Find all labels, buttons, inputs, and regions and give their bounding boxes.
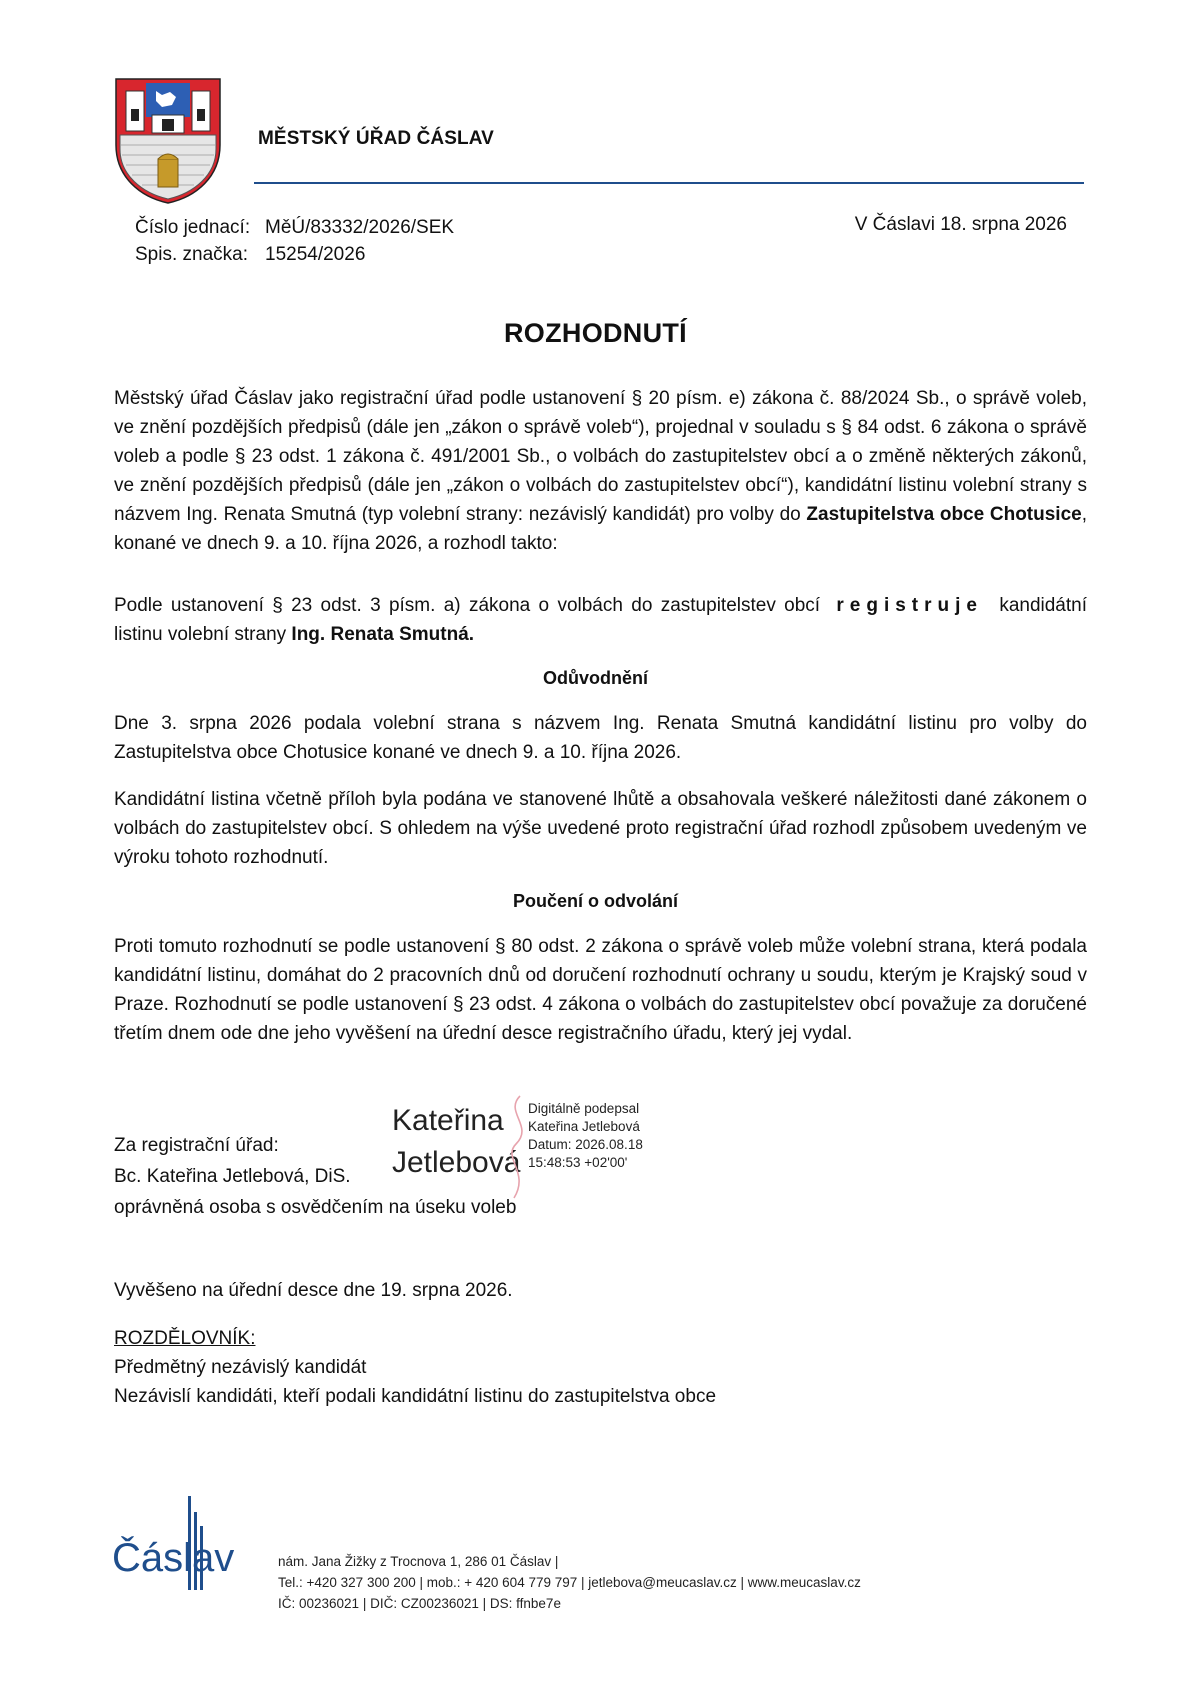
footer-phone-email: Tel.: +420 327 300 200 | mob.: + 420 604 779 797 | jetlebova@meucaslav.cz | www.meucaslav.cz: [278, 1575, 861, 1590]
signature-last-name: Jetlebová: [392, 1146, 521, 1179]
heading-reasoning: Odůvodnění: [543, 668, 648, 688]
header-divider: [254, 182, 1084, 184]
distribution-list: [114, 1324, 716, 1411]
reasoning-paragraph-2: [114, 785, 1087, 872]
digital-signature-info: [528, 1100, 643, 1172]
footer-address: nám. Jana Žižky z Trocnova 1, 286 01 Čáslav |: [278, 1554, 559, 1569]
distribution-item: Předmětný nezávislý kandidát: [114, 1357, 367, 1378]
digital-signature-line-1: Digitálně podepsal: [528, 1101, 640, 1116]
footer-contact: [278, 1551, 861, 1614]
signatory-role: oprávněná osoba s osvědčením na úseku voleb: [114, 1197, 517, 1218]
appeal-text: Proti tomuto rozhodnutí se podle ustanovení § 80 odst. 2 zákona o správě voleb může volební strana, která podala kandidátní listinu, domáhat do 2 pracovních dnů od doručení rozhodnutí ochrany u soudu, kterým je Krajský soud v Praze. Rozhodnutí se podle ustanovení § 23 odst. 4 zákona o volbách do zastupitelstev obcí považuje za doručené třetím dnem ode dne jeho vyvěšení na úřední desce registračního úřadu, který jej vydal.: [114, 936, 1087, 1044]
verdict-party-name: Ing. Renata Smutná.: [291, 624, 475, 645]
file-number-value: 15254/2026: [265, 244, 366, 265]
city-crest-logo: [112, 75, 224, 205]
verdict-registers: registruje: [836, 595, 983, 616]
intro-text: Městský úřad Čáslav jako registrační úřad podle ustanovení § 20 písm. e) zákona č. 88/2024 Sb., o správě voleb, ve znění pozdějších předpisů (dále jen „zákon o správě voleb“), projednal v souladu s § 84 odst. 6 zákona o správě voleb a podle § 23 odst. 1 zákona č. 491/2001 Sb., o volbách do zastupitelstev obcí a o změně některých zákonů, ve znění pozdějších předpisů (dále jen „zákon o volbách do zastupitelstev obcí“), kandidátní listinu volební strany s názvem Ing. Renata Smutná (typ volební strany: nezávislý kandidát) pro volby do: [114, 388, 1087, 525]
footer-logo-text: Čáslav: [112, 1536, 235, 1580]
intro-paragraph: [114, 384, 1087, 558]
ref-number-value: MěÚ/83332/2026/SEK: [265, 217, 455, 238]
appeal-paragraph: [114, 932, 1087, 1048]
footer-ids: IČ: 00236021 | DIČ: CZ00236021 | DS: ffnbe7e: [278, 1596, 561, 1611]
digital-signature-time: 15:48:53 +02'00': [528, 1155, 628, 1170]
verdict-paragraph: [114, 591, 1087, 649]
digital-signature-line-2: Kateřina Jetlebová: [528, 1119, 640, 1134]
file-number-label: Spis. značka:: [135, 244, 248, 265]
heading-appeal: Poučení o odvolání: [512, 891, 678, 911]
signature-first-name: Kateřina: [392, 1104, 504, 1137]
document-title: ROZHODNUTÍ: [504, 318, 687, 348]
reasoning-text-2: Kandidátní listina včetně příloh byla podána ve stanovené lhůtě a obsahovala veškeré náležitosti dané zákonem o volbách do zastupitelstev obcí. S ohledem na výše uvedené proto registrační úřad rozhodl způsobem uvedeným ve výroku tohoto rozhodnutí.: [114, 789, 1087, 868]
ref-number-label: Číslo jednací:: [135, 217, 251, 238]
posted-note: Vyvěšeno na úřední desce dne 19. srpna 2026.: [114, 1280, 513, 1301]
office-title: MĚSTSKÝ ÚŘAD ČÁSLAV: [258, 128, 494, 149]
intro-bold-municipality: Zastupitelstva obce Chotusice: [806, 504, 1082, 525]
intro-text-end: , konané ve dnech 9. a 10. října 2026, a rozhodl takto:: [114, 504, 1087, 554]
verdict-text-end: kandidátní listinu volební strany: [114, 595, 1087, 645]
distribution-item: Nezávislí kandidáti, kteří podali kandidátní listinu do zastupitelstva obce: [114, 1386, 717, 1407]
reasoning-text-1: Dne 3. srpna 2026 podala volební strana s názvem Ing. Renata Smutná kandidátní listinu pro volby do Zastupitelstva obce Chotusice konané ve dnech 9. a 10. října 2026.: [114, 713, 1087, 763]
signatory-line-1: Za registrační úřad:: [114, 1135, 279, 1156]
place-date: V Čáslavi 18. srpna 2026: [854, 214, 1067, 235]
verdict-text: Podle ustanovení § 23 odst. 3 písm. a) zákona o volbách do zastupitelstev obcí: [114, 595, 821, 616]
signatory-name: Bc. Kateřina Jetlebová, DiS.: [114, 1166, 351, 1187]
distribution-heading: ROZDĚLOVNÍK:: [114, 1328, 256, 1349]
digital-signature-date: Datum: 2026.08.18: [528, 1137, 643, 1152]
reasoning-paragraph-1: [114, 709, 1087, 767]
reference-block: [135, 214, 454, 268]
